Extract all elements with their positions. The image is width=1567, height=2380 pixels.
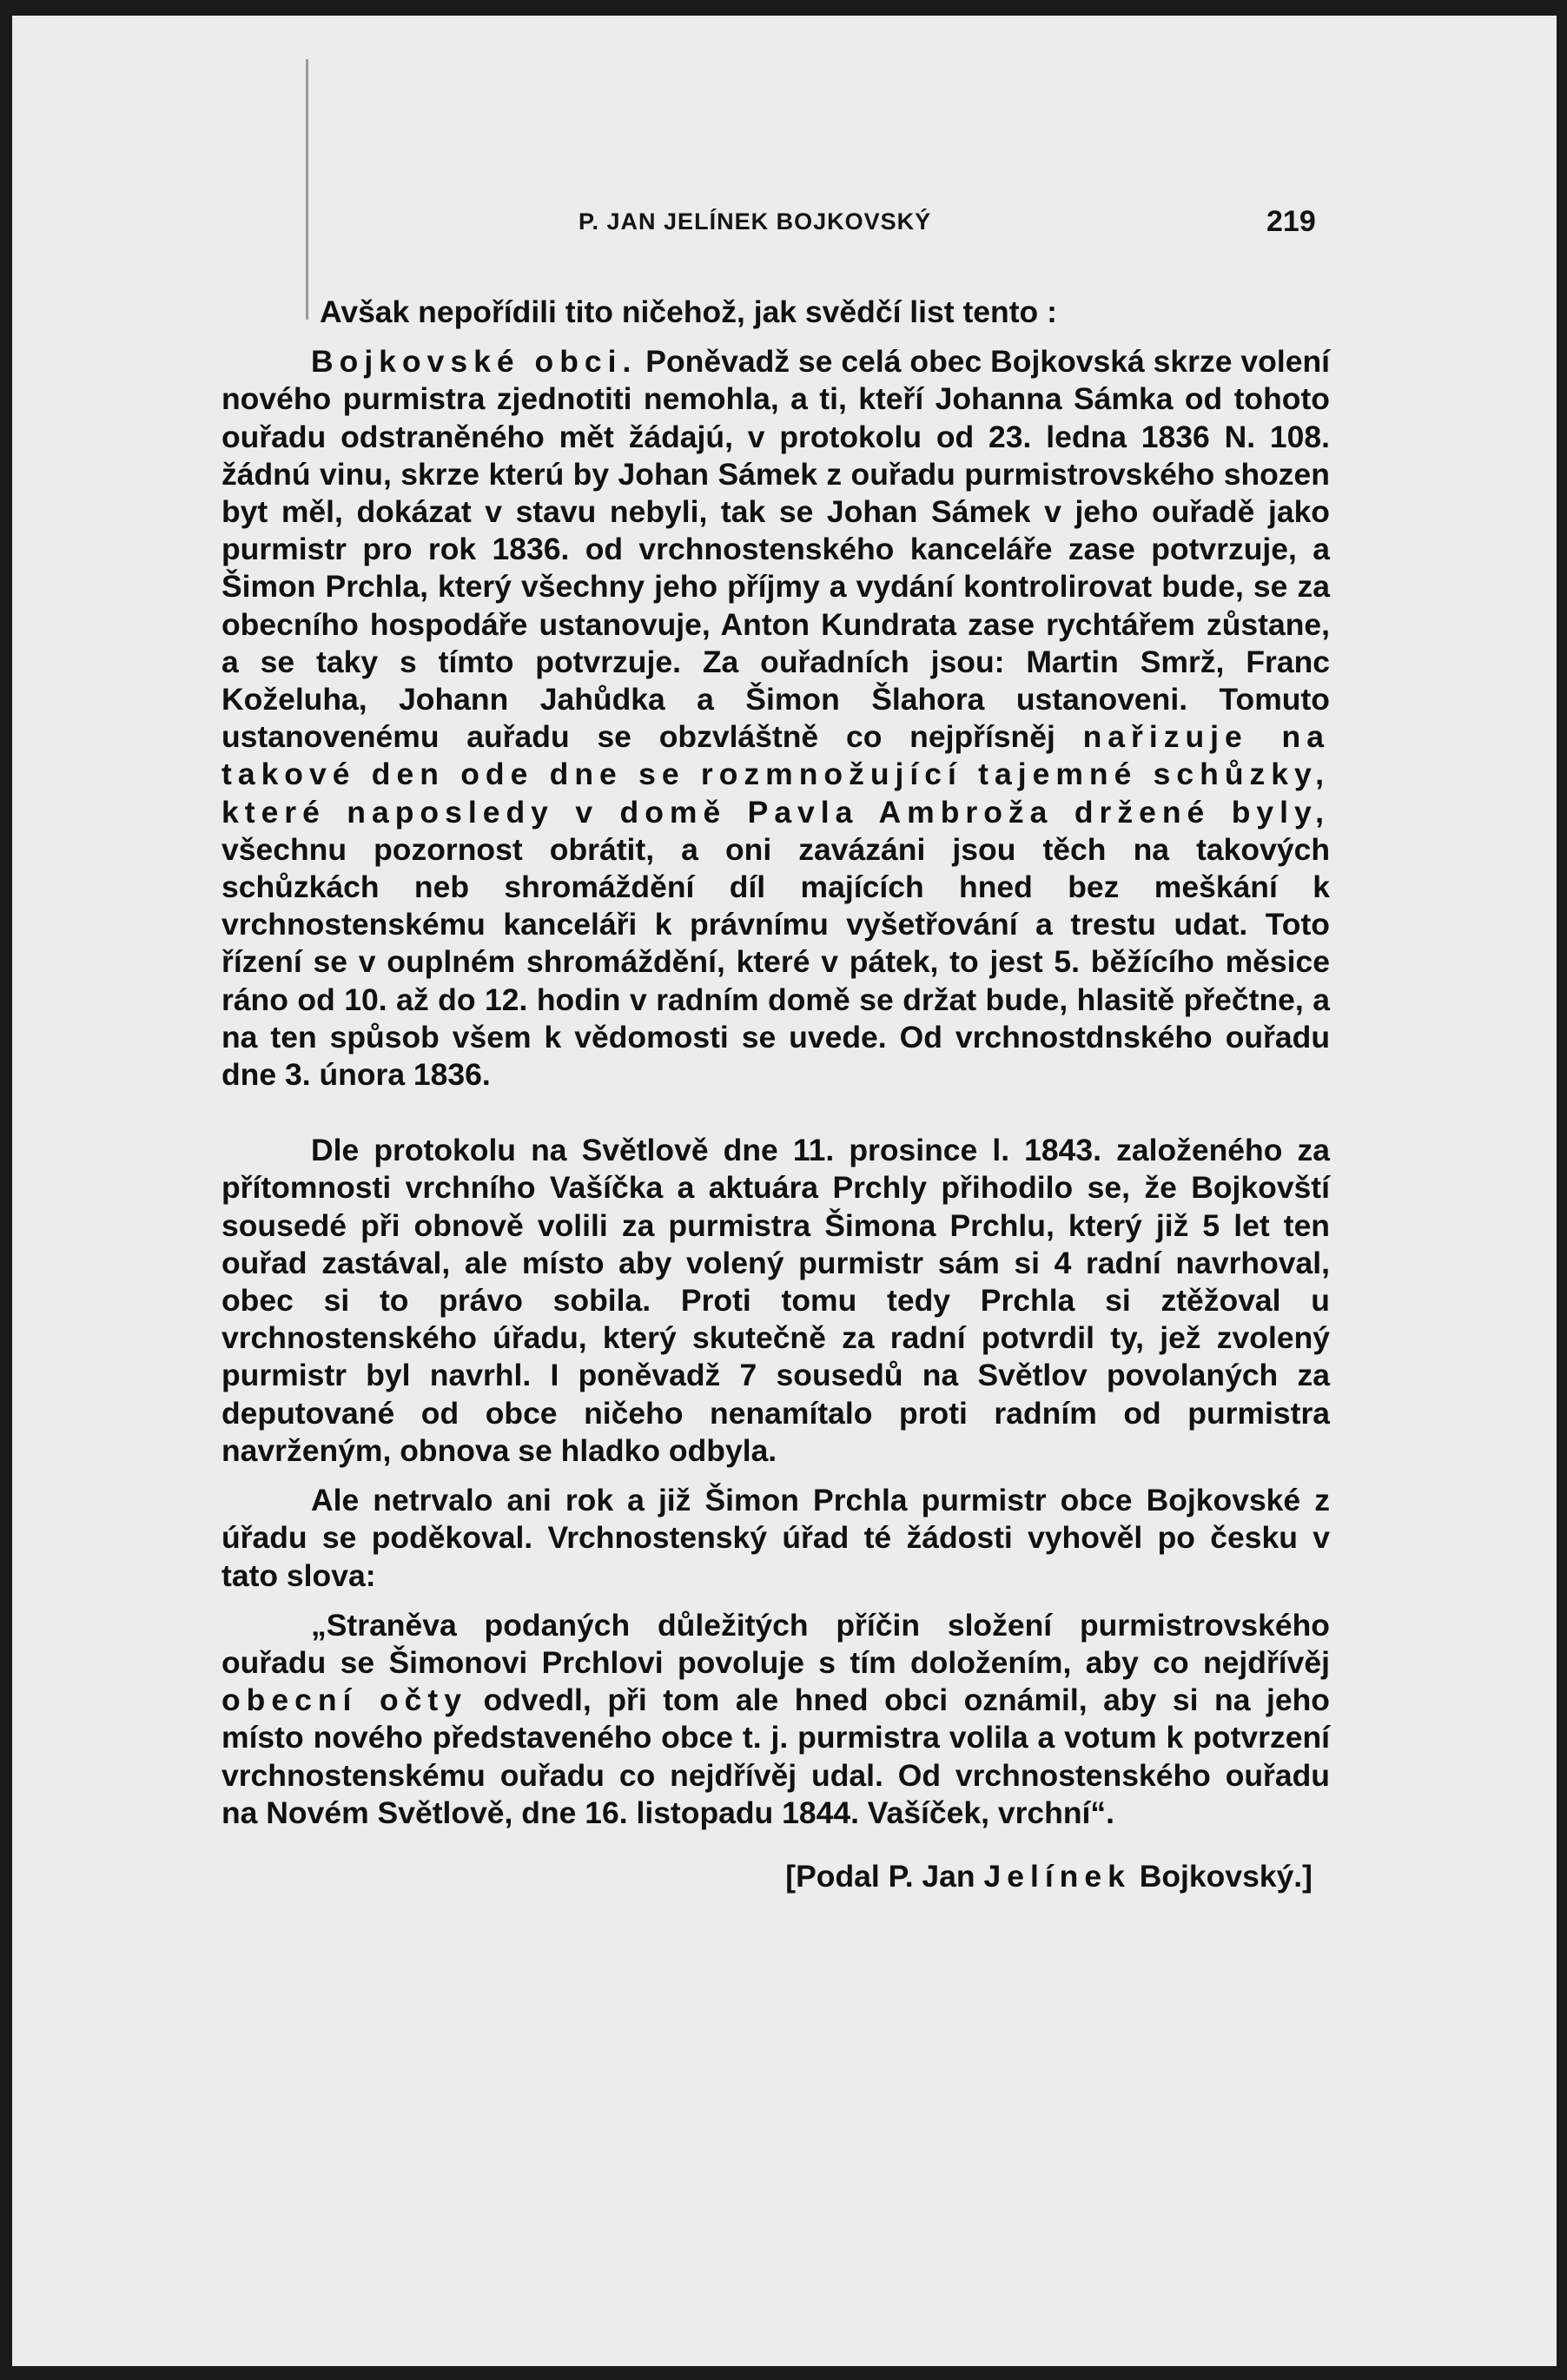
quote-spaced: obecní očty: [221, 1683, 467, 1718]
signature-line: [221, 1858, 1330, 1895]
quoted-decree-1844: [221, 1607, 1330, 1832]
decree-text-1: Poněvadž se celá obec Bojkovská skrze volení nového purmistra zjednotiti nemohla, a ti, kteří Johanna Sámka od tohoto ouřadu odstraněného mět žádajú, v protokolu od 23. ledna 1836 N. 108. žádnú vinu, skrze kterú by Johan Sámek z ouřadu purmistrovského shozen byt měl, dokázat v stavu nebyli, tak se Johan Sámek v jeho ouřadě jako purmistr pro rok 1836. od vrchnostenského kanceláře zase potvrzuje, a Šimon Prchla, který všechny jeho příjmy a vydání kontrolirovat bude, se za obecního hospodáře ustanovuje, Anton Kundrata zase rychtářem zůstane, a se taky s tímto potvrzuje. Za ouřadních jsou: Martin Smrž, Franc Koželuha, Johann Jahůdka a Šimon Šlahora ustanoveni. Tomuto ustanovenému auřadu se obzvláštně co nejpřísněj: [221, 344, 1330, 755]
spaced-emphasis: nařizuje na takové den ode dne se rozmnožující tajemné schůzky, které naposledy v domě Pavla Ambroža držené byly,: [221, 719, 1330, 830]
paragraph-resignation: Ale netrvalo ani rok a již Šimon Prchla purmistr obce Bojkovské z úřadu se poděkoval. Vrchnostenský úřad té žádosti vyhověl po česku v tato slova:: [221, 1483, 1330, 1593]
page-header: [12, 205, 1557, 243]
intro-line: Avšak nepořídili tito ničehož, jak svědčí list tento :: [320, 294, 1057, 329]
running-title: P. JAN JELÍNEK BOJKOVSKÝ: [579, 208, 932, 235]
spaced-addressee: Bojkovské obci.: [311, 344, 638, 380]
quote-text-2: odvedl, při tom ale hned obci oznámil, aby si na jeho místo nového představeného obce t. j. purmistra volila a votum k potvrzení vrchnostenskému ouřadu co nejdřívěj udal. Od vrchnostenského ouřadu na Novém Světlově, dne 16. listopadu 1844. Vašíček, vrchní“.: [221, 1683, 1330, 1830]
page-body: [221, 294, 1330, 1895]
quote-text-1: „Straněva podaných důležitých příčin složení purmistrovského ouřadu se Šimonovi Prchlovi povoluje s tím doložením, aby co nejdřívěj: [221, 1607, 1330, 1680]
signature-text-2: Bojkovský.]: [1130, 1858, 1312, 1894]
signature-spaced-name: Jelínek: [983, 1858, 1131, 1894]
margin-line: [306, 59, 308, 320]
signature-text-1: [Podal P. Jan: [785, 1858, 984, 1894]
paragraph-protocol-1843: Dle protokolu na Světlově dne 11. prosince l. 1843. založeného za přítomnosti vrchního Vašíčka a aktuára Prchly přihodilo se, že Bojkovští sousedé při obnově volili za purmistra Šimona Prchlu, který již 5 let ten ouřad zastával, ale místo aby volený purmistr sám si 4 radní navrhoval, obec si to právo sobila. Proti tomu tedy Prchla si ztěžoval u vrchnostenského úřadu, který skutečně za radní potvrdil ty, jež zvolený purmistr byl navrhl. I poněvadž 7 sousedů na Světlov povolaných za deputované od obce ničeho nenamítalo proti radním od purmistra navrženým, obnova se hladko odbyla.: [221, 1133, 1330, 1468]
decree-text-2: všechnu pozornost obrátit, a oni zavázáni jsou těch na takových schůzkách neb shromáždění díl majících hned bez meškání k vrchnostenskému kanceláři k právnímu vyšetřování a trestu udat. Toto řízení se v ouplném shromáždění, které v pátek, to jest 5. běžícího měsice ráno od 10. až do 12. hodin v radním domě se držat bude, hlasitě přečtne, a na ten spůsob všem k vědomosti se uvede. Od vrchnostdnského ouřadu dne 3. února 1836.: [221, 831, 1330, 1093]
paragraph-decree-1836: [221, 343, 1330, 1094]
book-page: [12, 16, 1557, 2366]
page-number: 219: [1266, 205, 1316, 238]
